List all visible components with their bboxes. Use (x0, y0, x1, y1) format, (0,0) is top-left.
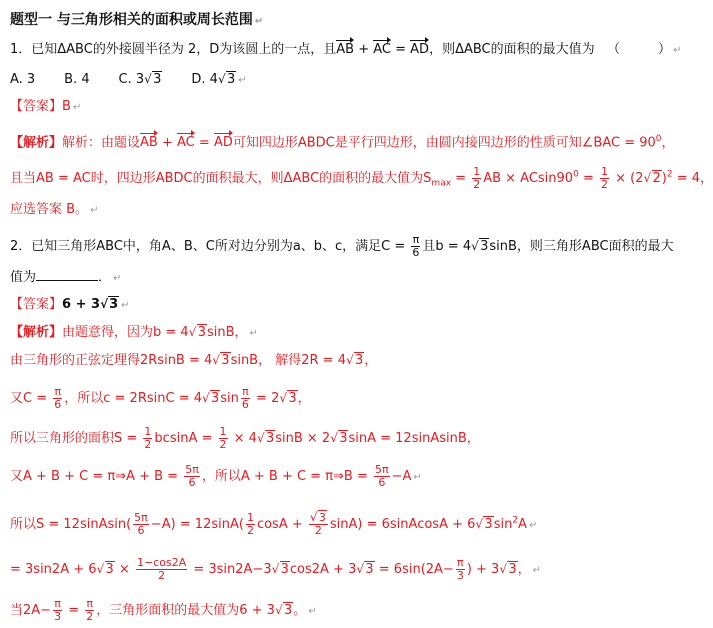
question-2-line-2: 值为 ． ↵ (10, 270, 122, 285)
question-1-options: A. 3 B. 4 C. 3√ 3 D. 4√ 3 ↵ (10, 72, 247, 89)
analysis-line-7: 当2A− $\frac{\pi}{3}$ = $\frac{\pi}{2}$ ，三角形面积的最大值为6 + 3√ 3。 ↵ (10, 598, 317, 623)
analysis-line-2: 又C = $\frac{\pi}{6}$ ，所以c = 2RsinC = 4√ 3sin $\frac{\pi}{6}$ = 2√ 3， (10, 386, 311, 411)
question-2: 2．已知三角形ABC中，角A、B、C所对边分别为a、b、c，满足C = $\frac{\pi}{6}$ 且b = 4√ 3sinB，则三角形ABC面积的最大 (10, 234, 674, 259)
analysis-line-1: 由三角形的正弦定理得2RsinB = 4√ 3sinB， 解得2R = 4√ 3， (10, 353, 377, 369)
question-1-answer: 【答案】B ↵ (10, 99, 82, 114)
question-2-answer: 【答案】6 + 3√ 3 ↵ (10, 297, 130, 314)
analysis-line-4: 又A + B + C = π⇒A + B = $\frac{5\pi}{6}$ ，所以A + B + C = π⇒B = $\frac{5\pi}{6}$ −A ↵ (10, 463, 422, 489)
question-2-analysis: 【解析】由题意得，因为b = 4√ 3sinB， ↵ (10, 325, 258, 342)
question-1: 1．已知ΔABC的外接圆半径为 2，D为该圆上的一点，且AB + AC = AD，则ΔABC的面积的最大值为 （ ） ↵ (10, 42, 682, 57)
answer-blank (36, 268, 98, 281)
analysis-line-3: 所以三角形的面积S = $\frac{1}{2}$ bcsinA = $\frac{1}{2}$ × 4√ 3sinB × 2√ 3sinA = 12sinAsinB， (10, 426, 480, 451)
analysis-line-6: = 3sin2A + 6√ 3 × $\frac{1-\cos 2A}{2}$ = 3sin2A−3√ 3cos2A + 3√ 3 = 6sin(2A− $\frac{\pi}{3}$ ) + 3√ 3， ↵ (10, 557, 541, 582)
analysis-line-5: 所以S = 12sinAsin( $\frac{5\pi}{6}$ −A) = 12sinA( $\frac{1}{2}$ cosA + √ $\frac{3}{2}$ sinA) = 6sinAcosA + 6√ $3\sin^2A$ ↵ (10, 512, 537, 537)
question-1-analysis-line-2: 且当AB = AC时，四边形ABDC的面积最大，则ΔABC的面积的最大值为$S_{max}$ = $\frac{1}{2}$ AB × $ACsin90^0$ = $\frac{1}{2}$ × (2√ 2)$^2$ = 4， (10, 166, 713, 192)
question-1-analysis: 【解析】解析：由题设AB + AC = AD可知四边形ABDC是平行四边形，由圆内接四边形的性质可知∠BAC = $90^0$， (10, 134, 675, 151)
question-1-conclusion: 应选答案 B。 ↵ (10, 202, 99, 217)
page-title: 题型一 与三角形相关的面积或周长范围 ↵ (10, 12, 264, 28)
